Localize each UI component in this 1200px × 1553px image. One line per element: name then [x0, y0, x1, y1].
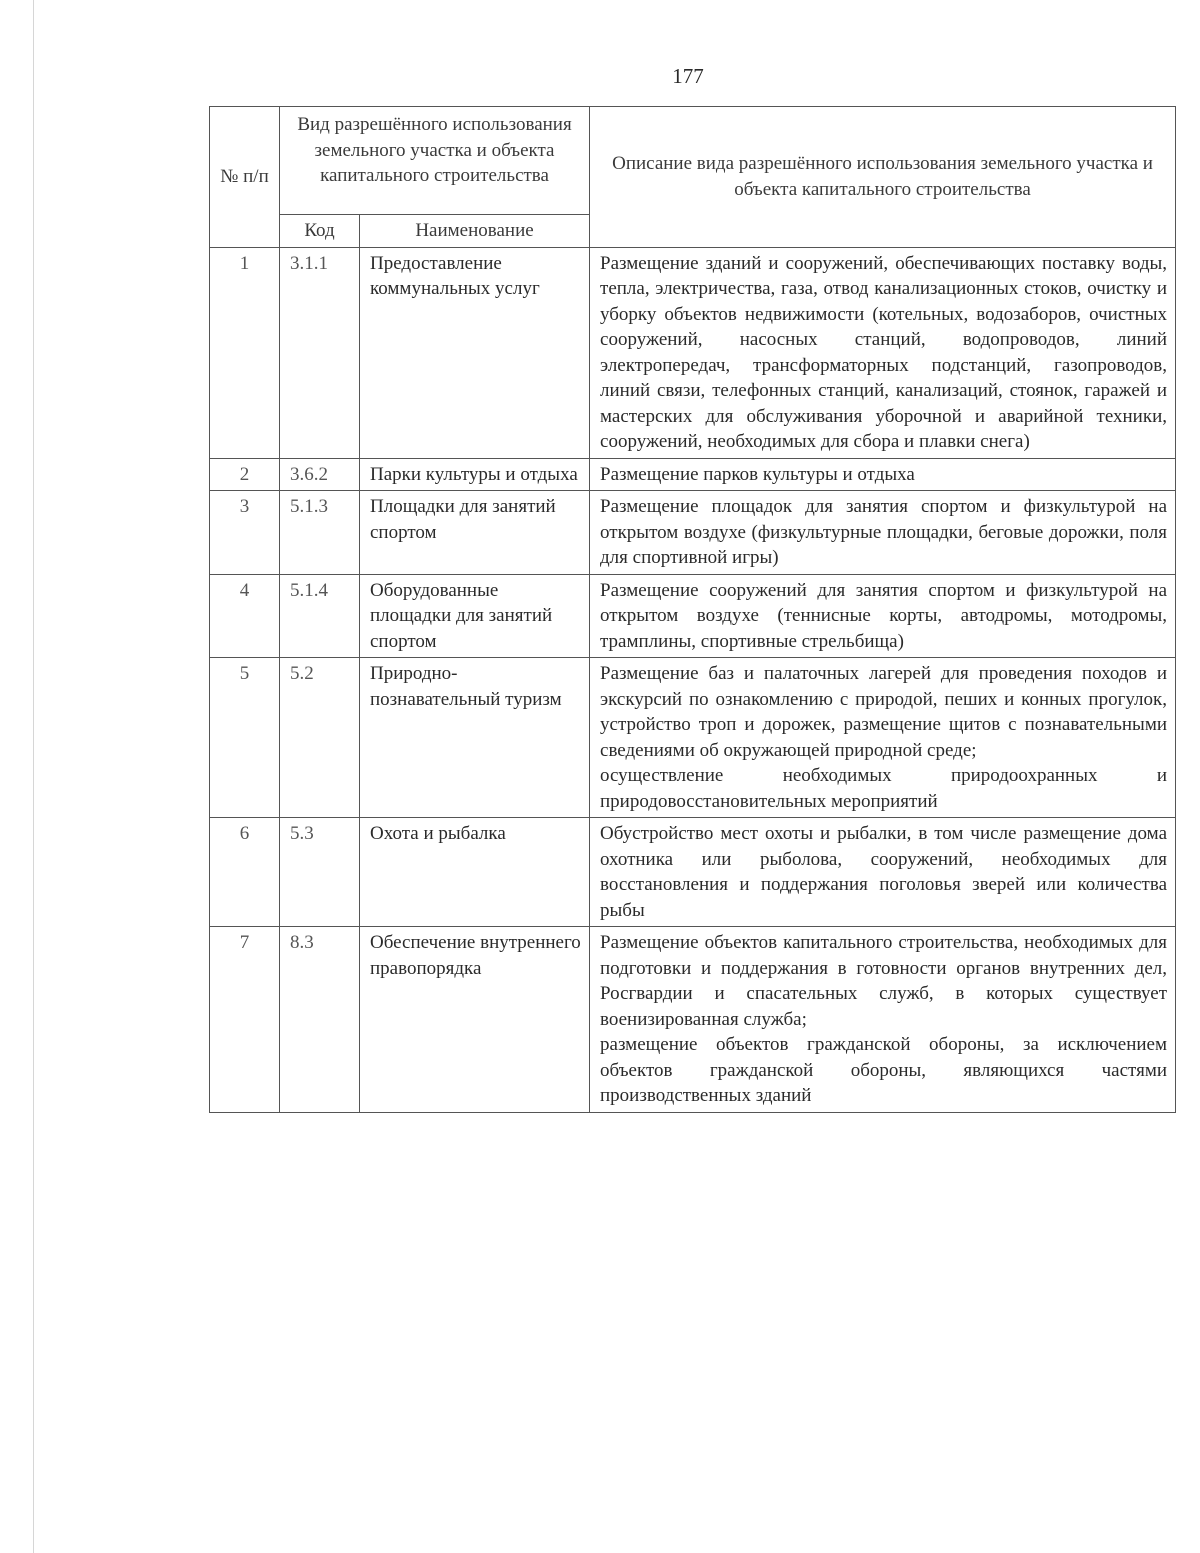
row-code: 5.1.3: [280, 491, 360, 575]
row-number: 3: [210, 491, 280, 575]
row-usage-name: Оборудованные площадки для занятий спортом: [360, 574, 590, 658]
row-number: 5: [210, 658, 280, 818]
header-code: Код: [280, 215, 360, 248]
row-number: 2: [210, 458, 280, 491]
description-paragraph: размещение объектов гражданской обороны, за исключением объектов гражданской обороны, являющихся частями производственных зданий: [600, 1034, 1168, 1106]
description-paragraph: Размещение площадок для занятия спортом и физкультурой на открытом воздухе (физкультурные площадки, беговые дорожки, поля для спортивной игры): [600, 496, 1168, 568]
row-description: [590, 247, 1176, 458]
row-description: [590, 491, 1176, 575]
table-row: [210, 574, 1176, 658]
row-description: [590, 574, 1176, 658]
page-number: 177: [672, 64, 704, 88]
row-usage-name: Природно-познавательный туризм: [360, 658, 590, 818]
row-description: [590, 818, 1176, 927]
header-usage-type: Вид разрешённого использования земельного участка и объекта капитального строительства: [280, 107, 590, 215]
header-num: № п/п: [210, 107, 280, 248]
row-usage-name: Охота и рыбалка: [360, 818, 590, 927]
row-code: 5.3: [280, 818, 360, 927]
table-row: [210, 247, 1176, 458]
row-description: [590, 658, 1176, 818]
table-row: [210, 818, 1176, 927]
table-row: [210, 491, 1176, 575]
table-row: [210, 927, 1176, 1113]
description-paragraph: Размещение парков культуры и отдыха: [600, 463, 915, 485]
row-number: 1: [210, 247, 280, 458]
row-code: 5.1.4: [280, 574, 360, 658]
row-number: 4: [210, 574, 280, 658]
row-number: 7: [210, 927, 280, 1113]
row-code: 8.3: [280, 927, 360, 1113]
land-use-table: [209, 106, 1176, 1113]
description-paragraph: Размещение объектов капитального строительства, необходимых для подготовки и поддержания в готовности органов внутренних дел, Росгвардии и спасательных служб, в которых существует военизированная служба;: [600, 932, 1168, 1030]
table-header: [210, 107, 1176, 248]
land-use-table-container: [209, 106, 1175, 1113]
row-usage-name: Обеспечение внутреннего правопорядка: [360, 927, 590, 1113]
table-row: [210, 658, 1176, 818]
table-body: [210, 247, 1176, 1112]
row-code: 5.2: [280, 658, 360, 818]
row-description: [590, 458, 1176, 491]
row-code: 3.6.2: [280, 458, 360, 491]
header-name: Наименование: [360, 215, 590, 248]
header-description: Описание вида разрешённого использования земельного участка и объекта капитального строительства: [590, 107, 1176, 248]
row-usage-name: Предоставление коммунальных услуг: [360, 247, 590, 458]
scan-margin-line: [33, 0, 34, 1553]
description-paragraph: Обустройство мест охоты и рыбалки, в том числе размещение дома охотника или рыболова, сооружений, необходимых для восстановления и поддержания поголовья зверей или количества рыбы: [600, 823, 1168, 921]
row-usage-name: Парки культуры и отдыха: [360, 458, 590, 491]
description-paragraph: Размещение сооружений для занятия спортом и физкультурой на открытом воздухе (теннисные корты, автодромы, мотодромы, трамплины, спортивные стрельбища): [600, 579, 1168, 652]
row-usage-name: Площадки для занятий спортом: [360, 491, 590, 575]
description-paragraph: Размещение баз и палаточных лагерей для проведения походов и экскурсий по ознакомлению с природой, пеших и конных прогулок, устройство троп и дорожек, размещение щитов с познавательными сведениями об окружающей природной среде;: [600, 663, 1168, 761]
row-code: 3.1.1: [280, 247, 360, 458]
row-number: 6: [210, 818, 280, 927]
table-row: [210, 458, 1176, 491]
description-paragraph: осуществление необходимых природоохранных и природовосстановительных мероприятий: [600, 765, 1168, 812]
row-description: [590, 927, 1176, 1113]
description-paragraph: Размещение зданий и сооружений, обеспечивающих поставку воды, тепла, электричества, газа, отвод канализационных стоков, очистку и уборку объектов недвижимости (котельных, водозаборов, очистных сооружений, насосных станций, водопроводов, линий электропередач, трансформаторных подстанций, газопроводов, линий связи, телефонных станций, канализаций, стоянок, гаражей и мастерских для обслуживания уборочной и аварийной техники, сооружений, необходимых для сбора и плавки снега): [600, 252, 1168, 452]
